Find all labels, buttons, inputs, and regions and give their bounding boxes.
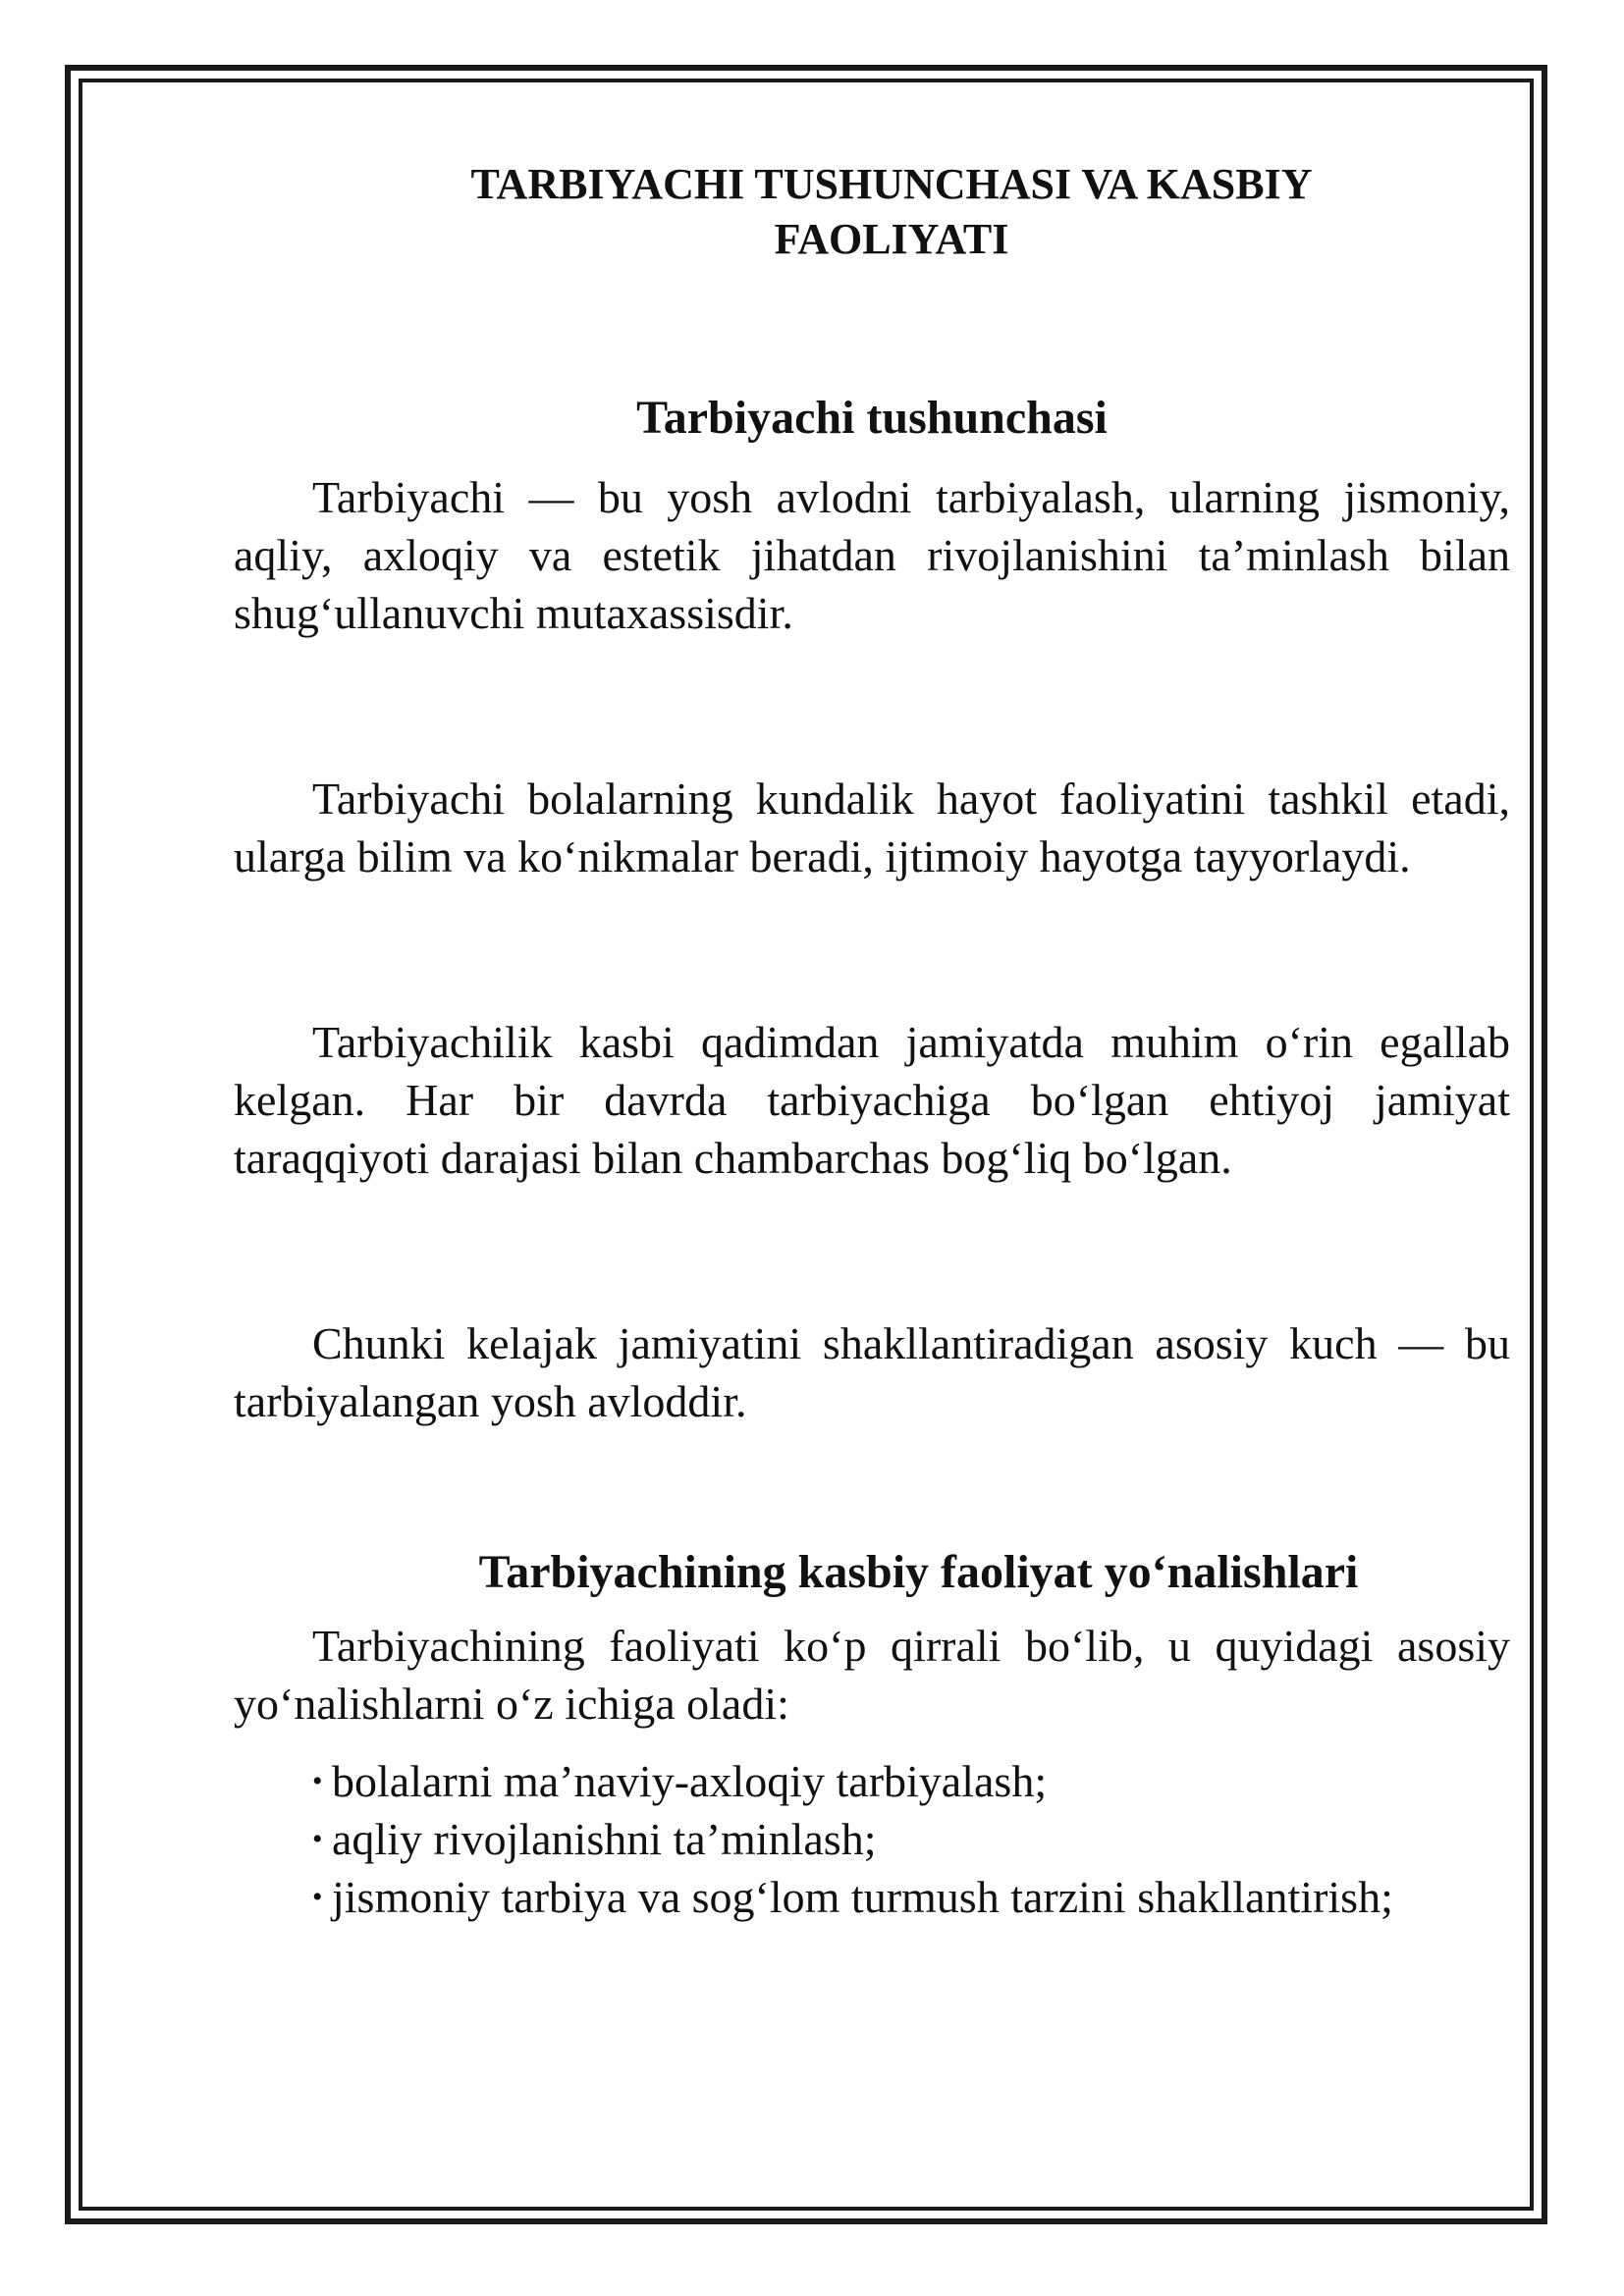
paragraph-history: Tarbiyachilik kasbi qadimdan jamiyatda muhim o‘rin egallab kelgan. Har bir davrda tarbiyachiga bo‘lgan ehtiyoj jamiyat taraqqiyoti darajasi bilan chambarchas bog‘liq bo‘lgan.: [234, 1017, 1510, 1183]
section-heading-directions: Tarbiyachining kasbiy faoliyat yo‘nalishlari: [478, 1546, 1359, 1598]
document-title-line2: FAOLIYATI: [774, 215, 1009, 263]
bullet-icon: •: [312, 1881, 323, 1913]
bullet-icon: •: [312, 1765, 323, 1797]
section-heading-concept: Tarbiyachi tushunchasi: [636, 392, 1108, 444]
paragraph-future: Chunki kelajak jamiyatini shakllantiradigan asosiy kuch — bu tarbiyalangan yosh avloddir.: [234, 1318, 1510, 1426]
directions-list: [234, 1752, 1510, 1926]
list-item: [312, 1810, 1510, 1868]
list-item: [312, 1752, 1510, 1810]
list-item-text: jismoniy tarbiya va sog‘lom turmush tarzini shakllantirish;: [332, 1872, 1393, 1922]
list-item-text: bolalarni ma’naviy-axloqiy tarbiyalash;: [332, 1756, 1048, 1806]
document-title: [234, 157, 1510, 267]
list-item: [312, 1868, 1510, 1926]
bullet-icon: •: [312, 1823, 323, 1855]
paragraph-definition: Tarbiyachi — bu yosh avlodni tarbiyalash, ularning jismoniy, aqliy, axloqiy va estetik jihatdan rivojlanishini ta’minlash bilan shug‘ullanuvchi mutaxassisdir.: [234, 472, 1510, 638]
paragraph-directions-intro: Tarbiyachining faoliyati ko‘p qirrali bo‘lib, u quyidagi asosiy yo‘nalishlarni o‘z ichiga oladi:: [234, 1621, 1510, 1729]
list-item-text: aqliy rivojlanishni ta’minlash;: [332, 1814, 877, 1864]
paragraph-daily-activity: Tarbiyachi bolalarning kundalik hayot faoliyatini tashkil etadi, ularga bilim va ko‘nikmalar beradi, ijtimoiy hayotga tayyorlaydi.: [234, 774, 1510, 881]
page-content: [234, 157, 1510, 1926]
document-title-line1: TARBIYACHI TUSHUNCHASI VA KASBIY: [470, 160, 1313, 208]
